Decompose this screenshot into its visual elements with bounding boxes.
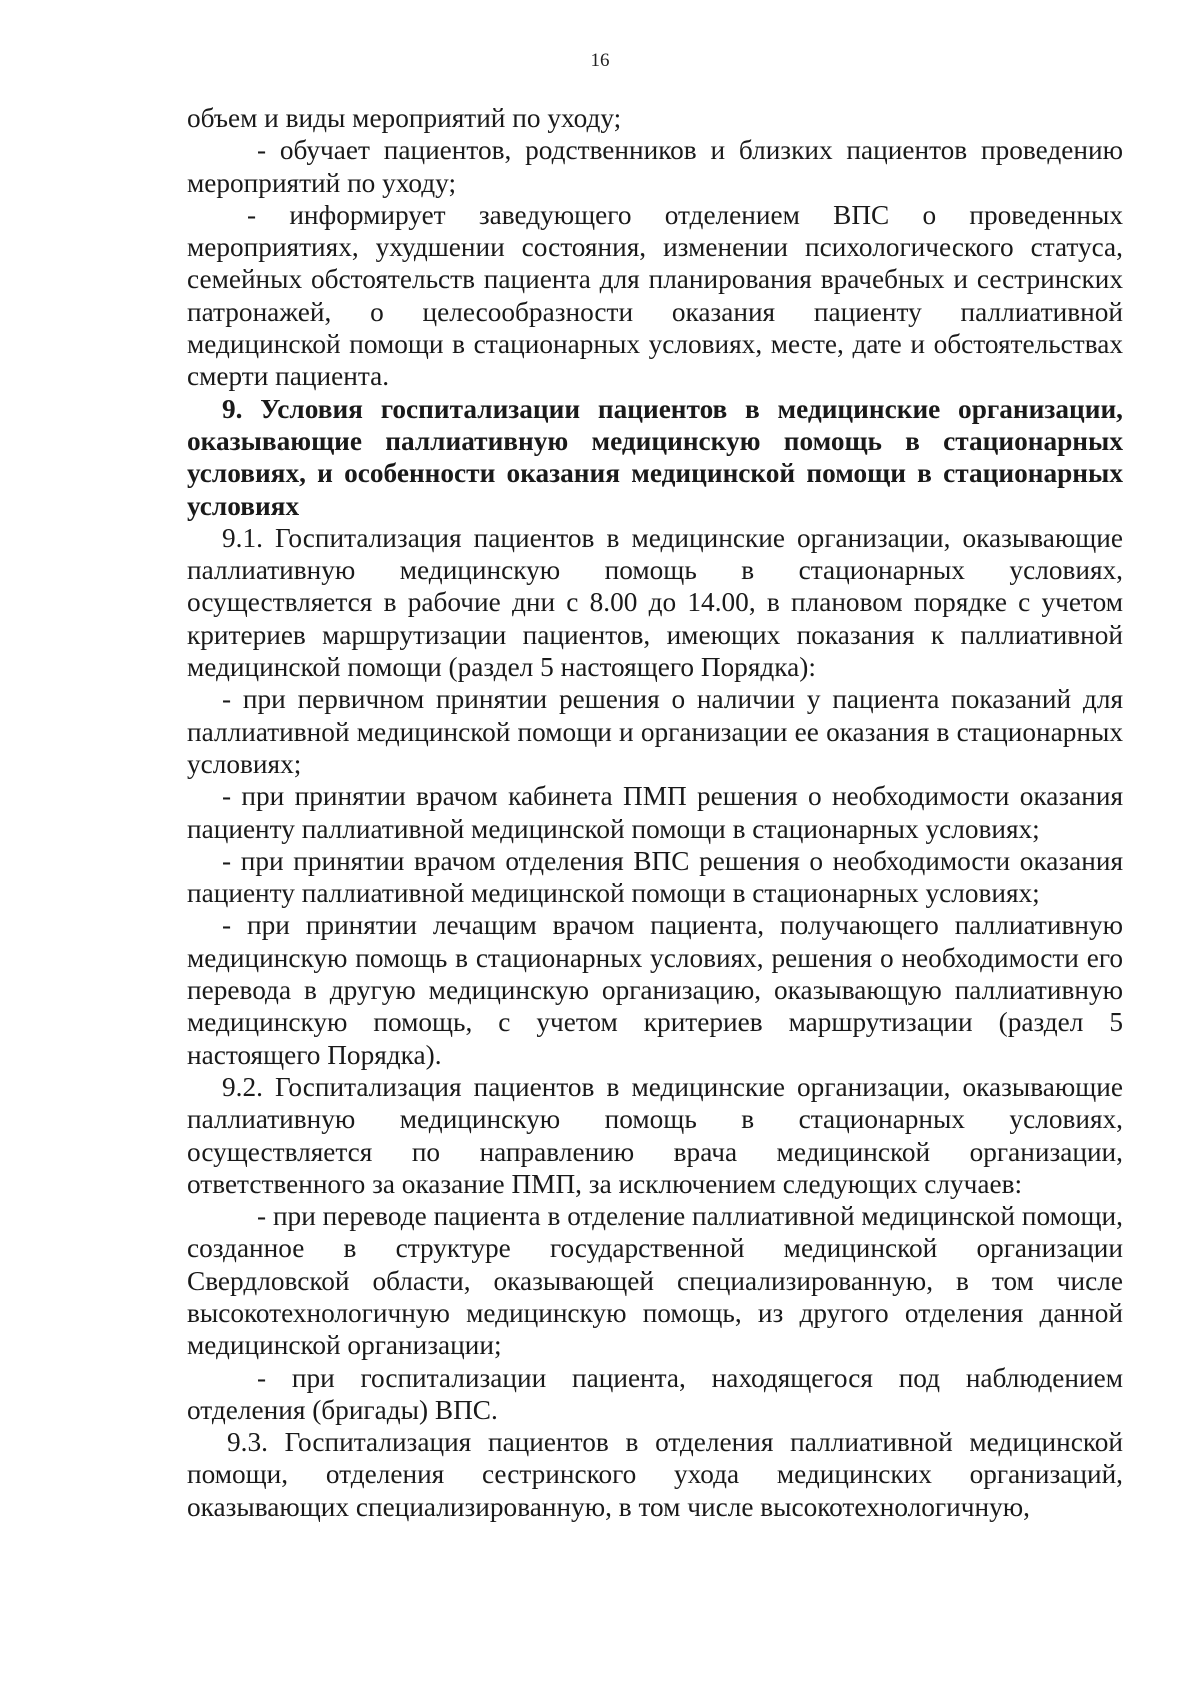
page-number: 16: [590, 50, 610, 71]
paragraph: 9.1. Госпитализация пациентов в медицинские организации, оказывающие паллиативную медицинскую помощь в стационарных условиях, осуществляется в рабочие дни с 8.00 до 14.00, в плановом порядке с учетом критериев маршрутизации пациентов, имеющих показания к паллиативной медицинской помощи (раздел 5 настоящего Порядка):: [187, 522, 1123, 683]
list-item: - информирует заведующего отделением ВПС о проведенных мероприятиях, ухудшении состояния, изменении психологического статуса, семейных обстоятельств пациента для планирования врачебных и сестринских патронажей, о целесообразности оказания пациенту паллиативной медицинской помощи в стационарных условиях, месте, дате и обстоятельствах смерти пациента.: [187, 199, 1123, 392]
list-item: - при первичном принятии решения о наличии у пациента показаний для паллиативной медицинской помощи и организации ее оказания в стационарных условиях;: [187, 684, 1123, 779]
list-item: - обучает пациентов, родственников и близких пациентов проведению мероприятий по уходу;: [187, 135, 1123, 198]
document-body: [187, 102, 1123, 1523]
list-item: - при принятии врачом кабинета ПМП решения о необходимости оказания пациенту паллиативной медицинской помощи в стационарных условиях;: [187, 781, 1123, 844]
paragraph: 9.2. Госпитализация пациентов в медицинские организации, оказывающие паллиативную медицинскую помощь в стационарных условиях, осуществляется по направлению врача медицинской организации, ответственного за оказание ПМП, за исключением следующих случаев:: [187, 1071, 1123, 1199]
paragraph: 9.3. Госпитализация пациентов в отделения паллиативной медицинской помощи, отделения сестринского ухода медицинских организаций, оказывающих специализированную, в том числе высокотехнологичную,: [187, 1427, 1123, 1522]
list-item: - при переводе пациента в отделение паллиативной медицинской помощи, созданное в структуре государственной медицинской организации Свердловской области, оказывающей специализированную, в том числе высокотехнологичную медицинскую помощь, из другого отделения данной медицинской организации;: [187, 1201, 1123, 1361]
list-item: - при принятии врачом отделения ВПС решения о необходимости оказания пациенту паллиативной медицинской помощи в стационарных условиях;: [187, 845, 1123, 909]
list-item: - при принятии лечащим врачом пациента, получающего паллиативную медицинскую помощь в стационарных условиях, решения о необходимости его перевода в другую медицинскую организацию, оказывающую паллиативную медицинскую помощь, с учетом критериев маршрутизации (раздел 5 настоящего Порядка).: [187, 910, 1123, 1070]
section-heading: 9. Условия госпитализации пациентов в медицинские организации, оказывающие паллиативную медицинскую помощь в стационарных условиях, и особенности оказания медицинской помощи в стационарных условиях: [187, 393, 1123, 521]
paragraph: объем и виды мероприятий по уходу;: [187, 103, 622, 133]
list-item: - при госпитализации пациента, находящегося под наблюдением отделения (бригады) ВПС.: [187, 1362, 1123, 1425]
